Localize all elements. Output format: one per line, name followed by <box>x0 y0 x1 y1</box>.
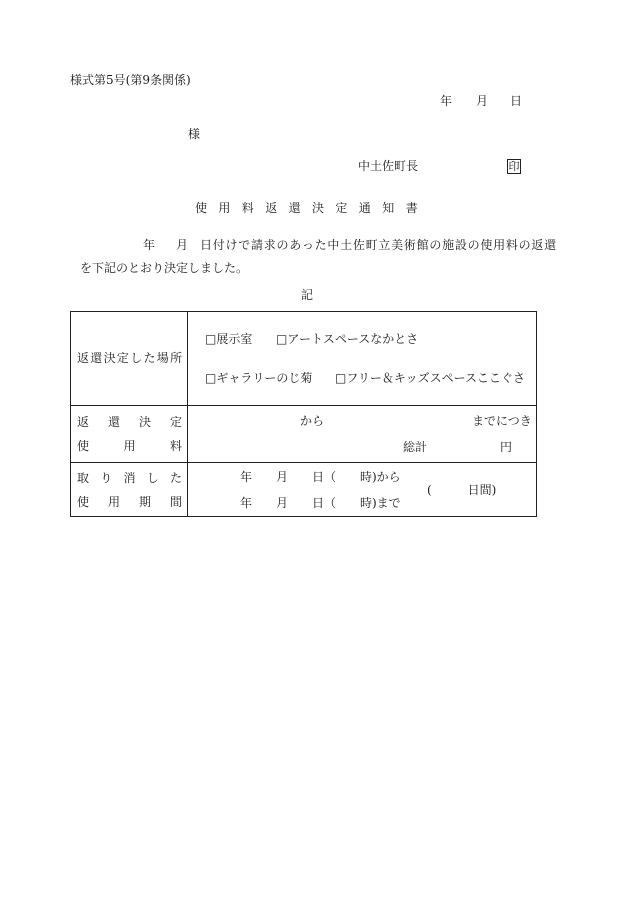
row-refund-location <box>71 312 536 405</box>
refund-amount-value-cell <box>188 406 536 462</box>
body-year-label: 年 <box>143 238 156 252</box>
addressee-suffix: 様 <box>188 127 201 141</box>
issuer-name: 中土佐町長 <box>358 159 419 173</box>
seal-mark: 印 <box>508 159 520 173</box>
cancelled-period-value-cell <box>188 463 536 516</box>
location-option-art-space: □アートスペースなかとさ <box>276 332 419 346</box>
refund-location-value-cell <box>188 312 536 405</box>
refund-total-label: 総計 <box>403 440 428 454</box>
date-day-label: 日 <box>510 94 523 108</box>
cancelled-period-label-line-1: 取り消した <box>77 471 194 485</box>
body-line-1: 日付けで請求のあった中土佐町立美術館の施設の使用料の返還 <box>200 238 557 252</box>
form-number: 様式第5号(第9条関係) <box>70 73 191 87</box>
note-heading: 記 <box>301 288 314 302</box>
location-option-gallery: □ギャラリーのじ菊 <box>205 371 313 385</box>
refund-location-label: 返還決定した場所 <box>77 351 184 365</box>
refund-details-table <box>70 311 537 517</box>
refund-yen-label: 円 <box>500 440 513 454</box>
refund-until-label: までにつき <box>472 414 532 428</box>
refund-location-label-cell <box>71 312 188 405</box>
cancelled-period-label-cell <box>71 463 202 516</box>
location-option-exhibition-room: □展示室 <box>205 332 253 346</box>
period-start: 年 月 日（ 時)から <box>240 470 401 484</box>
refund-amount-label-line-2: 使用料 <box>77 439 217 453</box>
document-title: 使用料返還決定通知書 <box>195 201 430 215</box>
date-year-label: 年 <box>440 94 453 108</box>
location-option-free-kids-space: □フリー＆キッズスペースここぐさ <box>335 371 526 385</box>
period-duration: ( 日間) <box>427 483 497 497</box>
refund-from-label: から <box>300 414 325 428</box>
refund-amount-label-line-1: 返還決定 <box>77 415 202 429</box>
body-line-2: を下記のとおり決定しました。 <box>80 261 249 275</box>
row-refund-amount <box>71 405 536 462</box>
refund-amount-label-cell <box>71 406 217 462</box>
period-end: 年 月 日（ 時)まで <box>240 496 401 510</box>
cancelled-period-label-line-2: 使用期間 <box>77 495 202 509</box>
date-month-label: 月 <box>476 94 489 108</box>
row-cancelled-period <box>71 462 536 516</box>
body-month-label: 月 <box>176 238 189 252</box>
